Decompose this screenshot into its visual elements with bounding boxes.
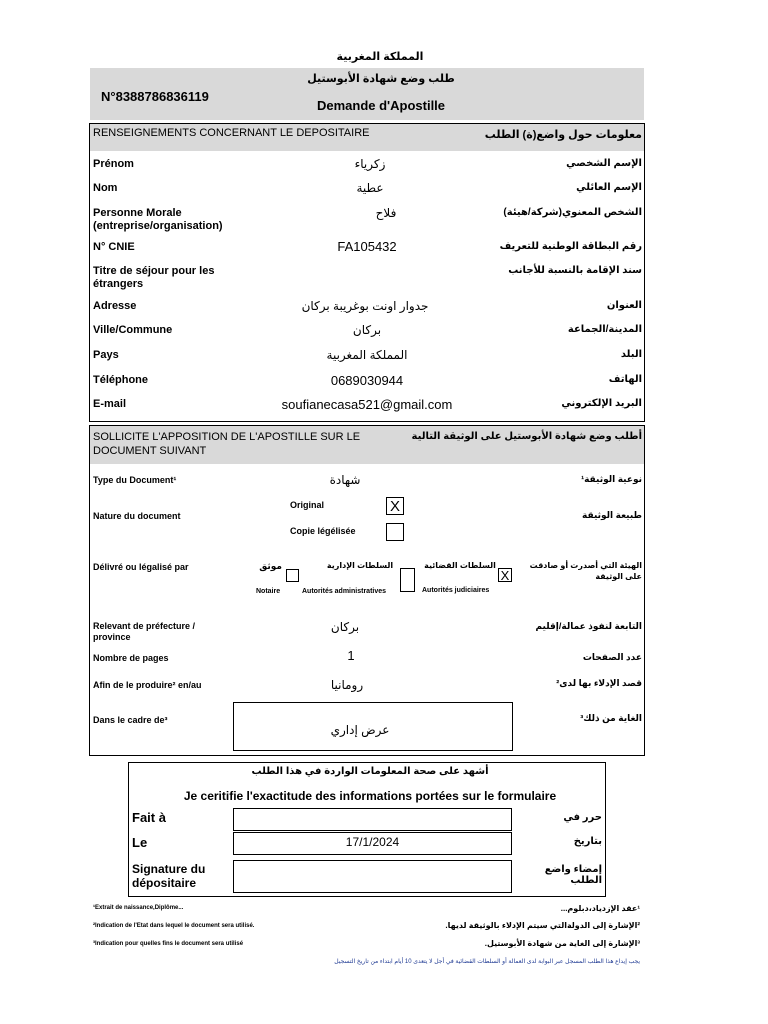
cert-title-fr: Je ceritifie l'exactitude des informations portées sur le formulaire	[183, 789, 557, 803]
value-telephone: 0689030944	[330, 373, 404, 388]
label-type-doc-ar: نوعية الوثيقة¹	[581, 474, 642, 484]
request-title-ar: طلب وضع شهادة الأبوستيل	[307, 73, 455, 85]
label-nom-fr: Nom	[93, 182, 118, 194]
checkbox-admin[interactable]	[400, 568, 415, 592]
value-email: soufianecasa521@gmail.com	[281, 397, 453, 412]
value-relevant: بركان	[330, 620, 360, 634]
label-fait-ar: حرر في	[563, 812, 602, 823]
footnote-2-fr: ²Indication de l'Etat dans lequel le document sera utilisé.	[93, 923, 255, 929]
value-produire: رومانيا	[330, 678, 364, 692]
section-depositaire-title-ar: معلومات حول واضع(ة) الطلب	[484, 129, 642, 141]
label-notaire-ar: موثق	[259, 561, 282, 571]
value-personne-morale: فلاح	[375, 206, 397, 220]
label-copie: Copie légélisée	[290, 526, 356, 536]
section-depositaire-title-fr: RENSEIGNEMENTS CONCERNANT LE DEPOSITAIRE	[93, 127, 370, 139]
value-date: 17/1/2024	[345, 835, 400, 849]
label-relevant-ar: التابعة لنفوذ عمالة/إقليم	[535, 621, 642, 631]
label-pays-fr: Pays	[93, 349, 119, 361]
value-nom: عطية	[356, 181, 384, 195]
label-prenom-ar: الإسم الشخصي	[566, 158, 642, 169]
kingdom-title: المملكة المغربية	[336, 51, 424, 63]
label-produire-ar: قصد الإدلاء بها لدى²	[556, 678, 642, 688]
label-cnie-fr: N° CNIE	[93, 241, 135, 253]
label-telephone-fr: Téléphone	[93, 374, 149, 386]
label-titre-sejour-fr: Titre de séjour pour les étrangers	[93, 265, 215, 290]
label-delivre-fr: Délivré ou légalisé par	[93, 562, 189, 572]
label-ville-fr: Ville/Commune	[93, 324, 173, 336]
value-prenom: زكرياء	[354, 157, 386, 171]
cert-title-ar: أشهد على صحة المعلومات الواردة في هذا الطلب	[251, 766, 489, 777]
label-produire-fr: Afin de le produire² en/au	[93, 680, 202, 690]
footnote-notice-ar: يجب إيداع هذا الطلب المسجل عبر البوابة لدى العمالة أو السلطات القضائية في أجل لا يتعدى 10 أيام ابتداء من تاريخ التسجيل	[334, 959, 640, 965]
label-prenom-fr: Prénom	[93, 158, 134, 170]
label-pages-fr: Nombre de pages	[93, 653, 169, 663]
label-nature-ar: طبيعة الوثيقة	[582, 510, 642, 520]
label-email-fr: E-mail	[93, 398, 127, 410]
label-judic-fr: Autorités judiciaires	[422, 587, 490, 594]
label-nature-fr: Nature du document	[93, 511, 181, 521]
value-cnie: FA105432	[337, 239, 397, 254]
footnote-1-fr: ¹Extrait de naissance,Diplôme...	[93, 905, 184, 911]
section-document-title-ar: أطلب وضع شهادة الأبوستيل على الوثيقة التالية	[411, 431, 642, 442]
footnote-3-fr: ³Indication pour quelles fins le document sera utilisé	[93, 941, 244, 947]
label-adresse-fr: Adresse	[93, 300, 137, 312]
label-titre-sejour-ar: سند الإقامة بالنسبة للأجانب	[508, 265, 642, 276]
label-judic-ar: السلطات القضائية	[424, 561, 496, 570]
field-signature[interactable]	[233, 860, 512, 893]
label-ville-ar: المدينة/الجماعة	[567, 324, 642, 335]
checkbox-notaire[interactable]	[286, 569, 299, 582]
label-cadre-fr: Dans le cadre de³	[93, 715, 168, 725]
label-cnie-ar: رقم البطاقة الوطنية للتعريف	[499, 241, 642, 252]
checkbox-original[interactable]: X	[386, 497, 404, 515]
value-ville: بركان	[352, 323, 382, 337]
label-email-ar: البريد الإلكتروني	[561, 398, 642, 409]
label-admin-fr: Autorités administratives	[302, 588, 387, 595]
label-nom-ar: الإسم العائلي	[576, 182, 642, 193]
value-type-doc: شهادة	[329, 473, 361, 487]
label-cadre-ar: الغاية من ذلك³	[580, 713, 642, 723]
label-pays-ar: البلد	[620, 349, 642, 360]
footnote-2-ar: ²الإشارة إلى الدولةالتي سيتم الإدلاء بالوثيقة لديها.	[445, 921, 640, 930]
label-notaire-fr: Notaire	[256, 588, 281, 595]
footnote-1-ar: ¹عقد الإزدياد،دبلوم...	[560, 904, 640, 913]
label-telephone-ar: الهاتف	[608, 374, 642, 385]
value-pages: 1	[347, 648, 355, 663]
label-fait-fr: Fait à	[132, 810, 166, 825]
value-adresse: جدوار اونت بوغريبة بركان	[301, 299, 429, 313]
label-adresse-ar: العنوان	[606, 300, 642, 311]
checkbox-copie[interactable]	[386, 523, 404, 541]
checkbox-judic[interactable]: X	[498, 568, 512, 582]
value-pays: المملكة المغربية	[326, 348, 408, 362]
request-title-fr: Demande d'Apostille	[316, 98, 446, 113]
label-signature-fr: Signature du dépositaire	[132, 862, 206, 890]
label-personne-morale-fr: Personne Morale (entreprise/organisation)	[93, 207, 223, 232]
label-original: Original	[290, 500, 325, 510]
label-le-fr: Le	[132, 835, 148, 850]
section-document-title-fr: SOLLICITE L'APPOSITION DE L'APOSTILLE SUR LE DOCUMENT SUIVANT	[93, 431, 361, 457]
field-fait[interactable]	[233, 808, 512, 831]
label-relevant-fr: Relevant de préfecture / province	[93, 621, 196, 642]
value-cadre: عرض إداري	[330, 723, 390, 737]
label-type-doc-fr: Type du Document¹	[93, 475, 177, 485]
label-personne-morale-ar: الشخص المعنوي(شركة/هيئة)	[503, 207, 642, 218]
request-number: N°8388786836119	[101, 89, 209, 104]
label-delivre-ar: الهيئة التي أصدرت أو صادقت على الوثيقة	[529, 561, 642, 581]
label-signature-ar: إمضاء واضع الطلب	[544, 864, 602, 886]
label-le-ar: بتاريخ	[573, 836, 602, 847]
label-pages-ar: عدد الصفحات	[582, 652, 642, 662]
footnote-3-ar: ³الإشارة إلى الغاية من شهادة الأبوستيل.	[484, 939, 640, 948]
label-admin-ar: السلطات الإدارية	[326, 561, 394, 570]
